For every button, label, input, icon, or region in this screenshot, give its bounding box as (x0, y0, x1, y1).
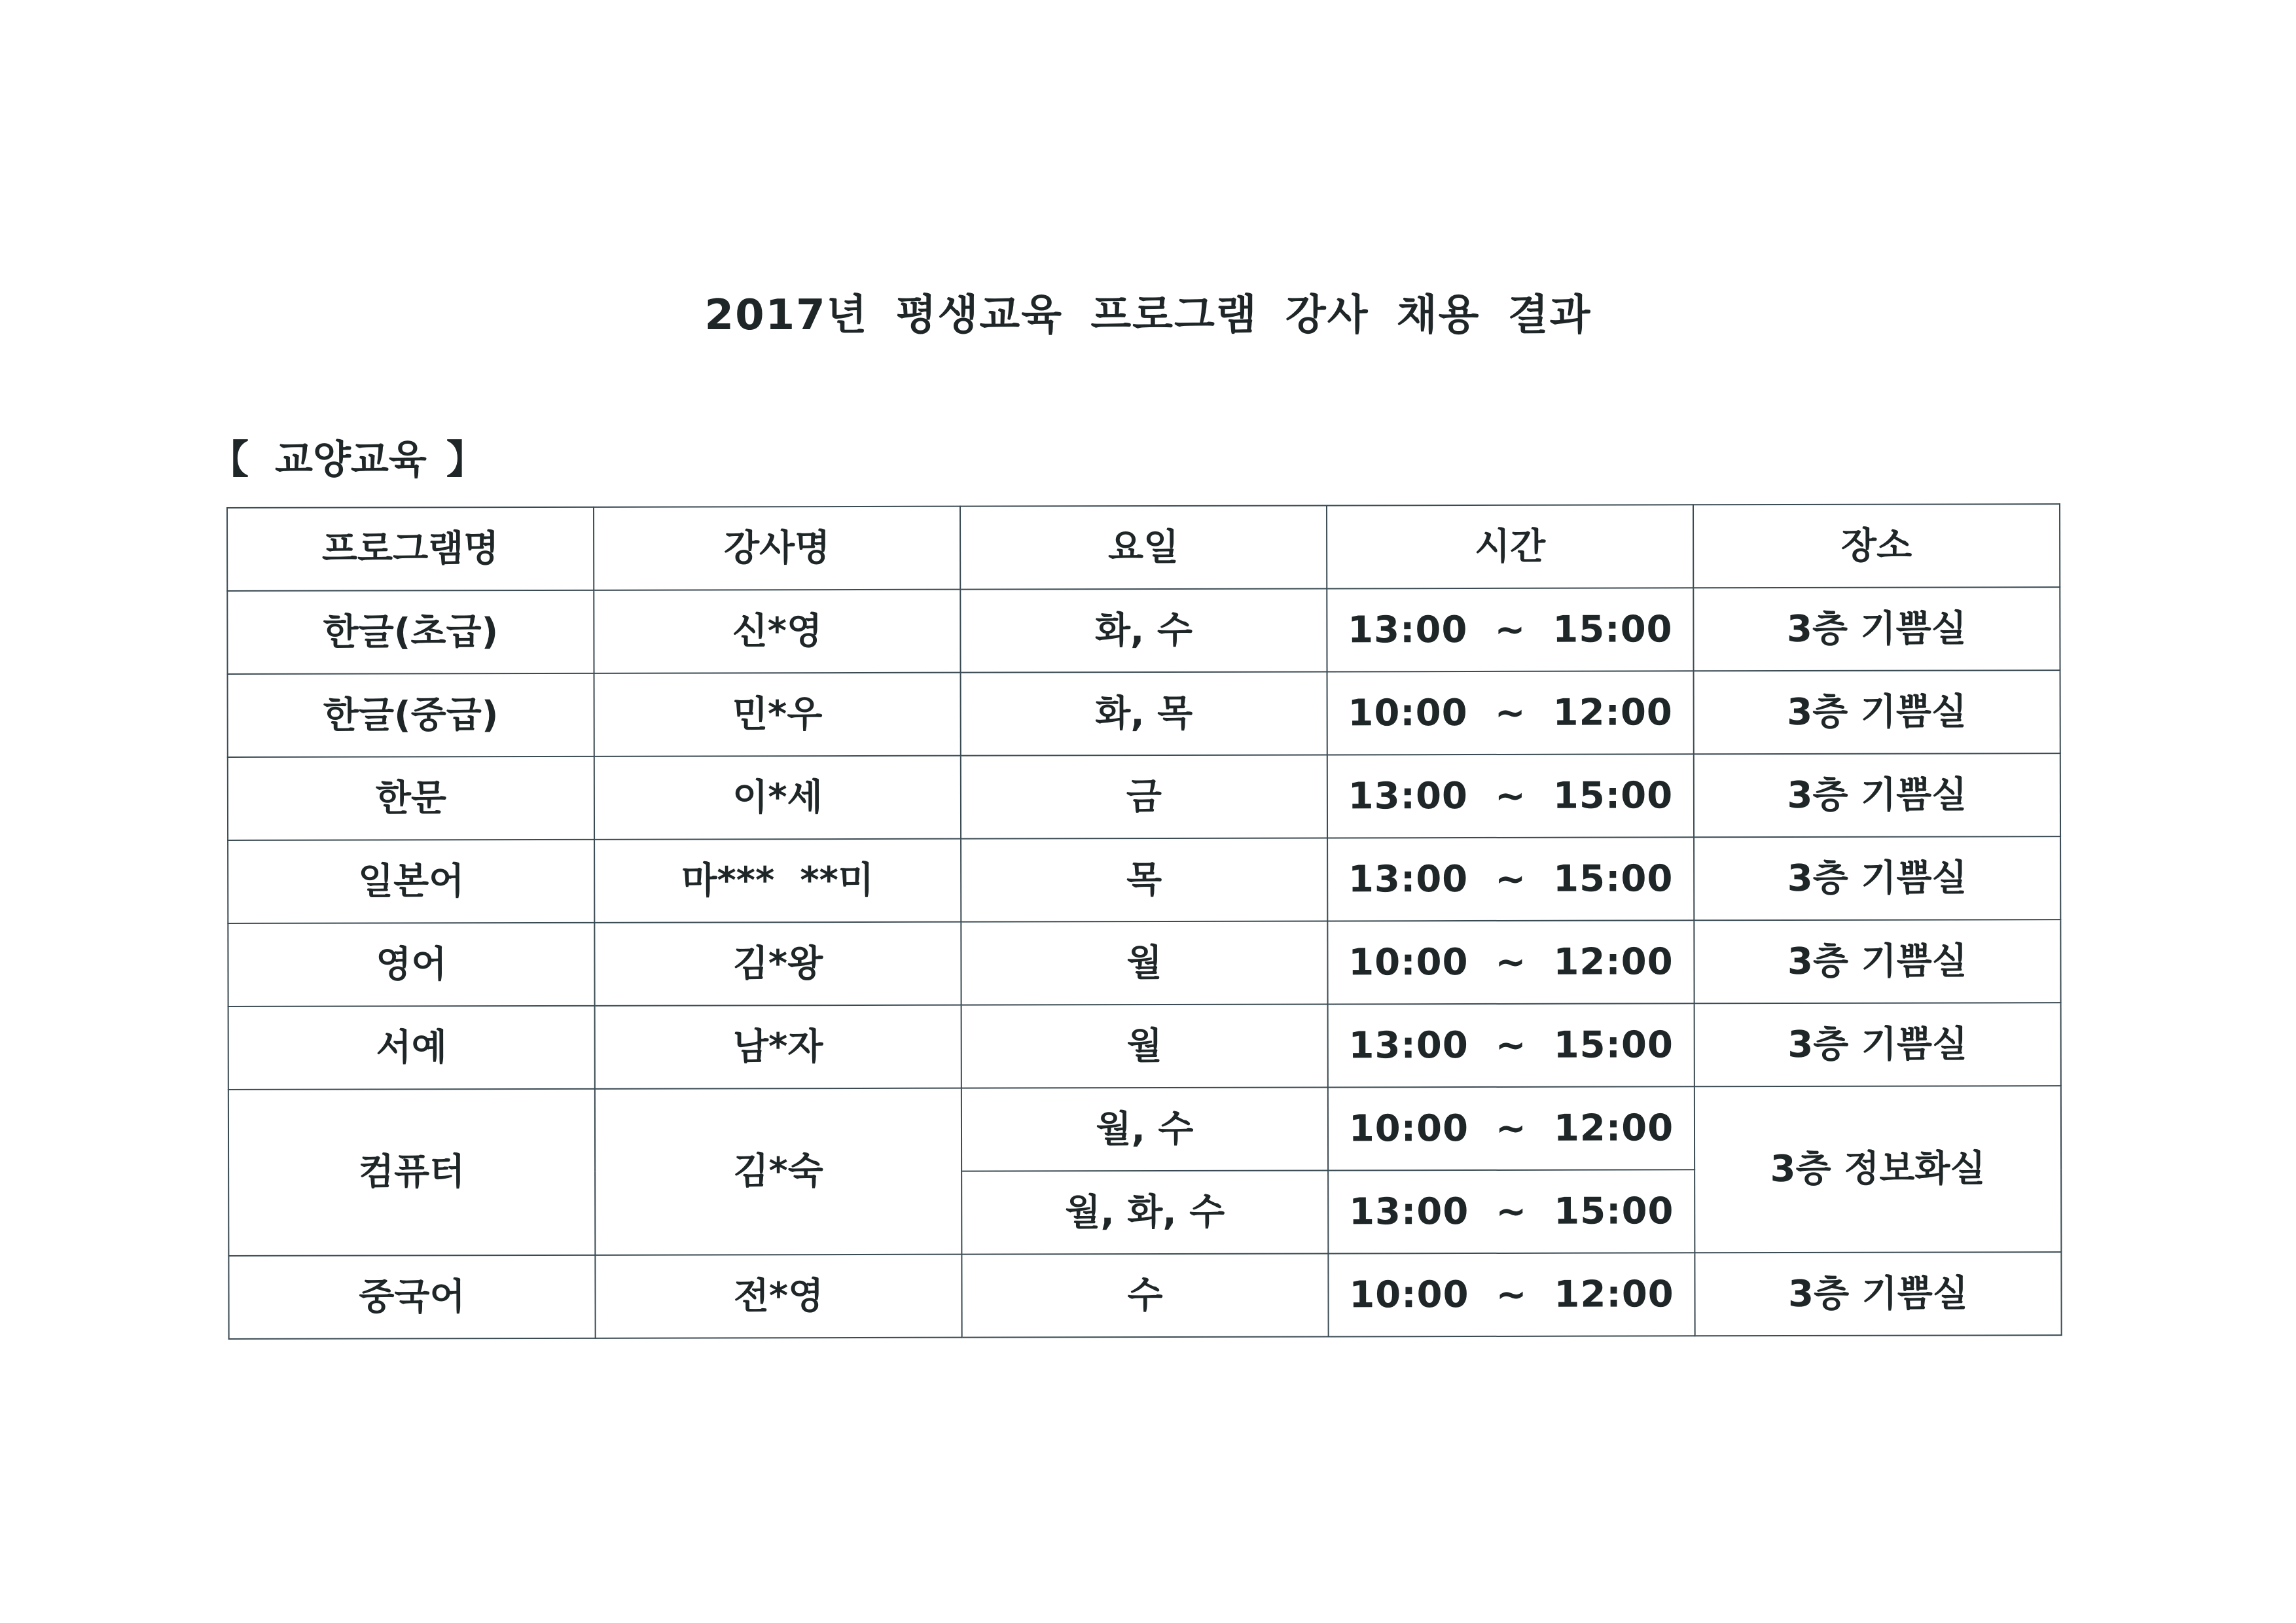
section-heading (209, 429, 486, 485)
table-row (228, 919, 2060, 1007)
program-cell: 일본어 (228, 840, 594, 923)
instructor-cell: 김*숙 (595, 1088, 962, 1255)
day-cell: 화, 수 (960, 588, 1327, 672)
program-cell: 서예 (228, 1006, 595, 1090)
time-cell: 10:00 ~ 12:00 (1328, 1253, 1695, 1336)
time-cell: 10:00 ~ 12:00 (1327, 671, 1694, 755)
day-cell: 화, 목 (961, 671, 1327, 755)
table-row (228, 753, 2060, 840)
program-cell: 중국어 (228, 1255, 595, 1339)
day-cell: 월, 화, 수 (961, 1170, 1328, 1254)
place-cell: 3층 기쁨실 (1694, 836, 2060, 920)
table-row (228, 1003, 2061, 1090)
instructor-cell: 민*우 (594, 673, 961, 757)
place-cell: 3층 정보화실 (1695, 1086, 2062, 1253)
day-cell: 월 (961, 921, 1327, 1005)
time-cell: 13:00 ~ 15:00 (1328, 1003, 1695, 1087)
header-day: 요일 (960, 505, 1327, 589)
table-row (227, 587, 2060, 674)
section-open-bracket: 【 (209, 437, 249, 483)
time-cell: 13:00 ~ 15:00 (1327, 588, 1693, 671)
section-label: 교양교육 (275, 437, 427, 483)
place-cell: 3층 기쁨실 (1695, 1252, 2061, 1336)
instructor-cell: 남*자 (595, 1005, 961, 1089)
header-time: 시간 (1327, 505, 1693, 588)
table-row (228, 836, 2060, 923)
header-instructor: 강사명 (594, 507, 960, 590)
time-cell: 10:00 ~ 12:00 (1328, 1086, 1695, 1170)
place-cell: 3층 기쁨실 (1695, 1003, 2061, 1086)
place-cell: 3층 기쁨실 (1694, 670, 2060, 754)
program-cell: 한글(중급) (228, 673, 594, 757)
day-cell: 금 (961, 755, 1327, 838)
schedule-table (226, 503, 2062, 1340)
instructor-cell: 이*세 (594, 756, 961, 840)
time-cell: 13:00 ~ 15:00 (1327, 754, 1694, 838)
table-row-computer (228, 1086, 2061, 1173)
header-place: 장소 (1693, 504, 2060, 588)
time-cell: 10:00 ~ 12:00 (1327, 920, 1694, 1004)
instructor-cell: 신*영 (594, 590, 960, 673)
program-cell: 한글(초급) (227, 590, 594, 674)
table-row (228, 670, 2060, 757)
place-cell: 3층 기쁨실 (1694, 919, 2060, 1003)
table-header-row (227, 504, 2060, 591)
page-title: 2017년 평생교육 프로그램 강사 채용 결과 (704, 291, 1592, 340)
program-cell: 영어 (228, 923, 594, 1007)
place-cell: 3층 기쁨실 (1693, 587, 2060, 671)
instructor-cell: 전*영 (595, 1255, 961, 1338)
day-cell: 수 (961, 1253, 1328, 1337)
program-cell: 컴퓨터 (228, 1089, 596, 1256)
section-close-bracket: 】 (446, 437, 486, 483)
table-row (228, 1252, 2061, 1339)
instructor-cell: 마*** **미 (594, 839, 961, 923)
time-cell: 13:00 ~ 15:00 (1328, 1169, 1695, 1253)
program-cell: 한문 (228, 757, 594, 840)
place-cell: 3층 기쁨실 (1694, 753, 2060, 837)
day-cell: 월, 수 (961, 1087, 1328, 1171)
day-cell: 월 (961, 1004, 1328, 1088)
day-cell: 목 (961, 838, 1327, 921)
header-program: 프로그램명 (227, 507, 594, 591)
time-cell: 13:00 ~ 15:00 (1327, 837, 1694, 921)
instructor-cell: 김*왕 (594, 922, 961, 1006)
